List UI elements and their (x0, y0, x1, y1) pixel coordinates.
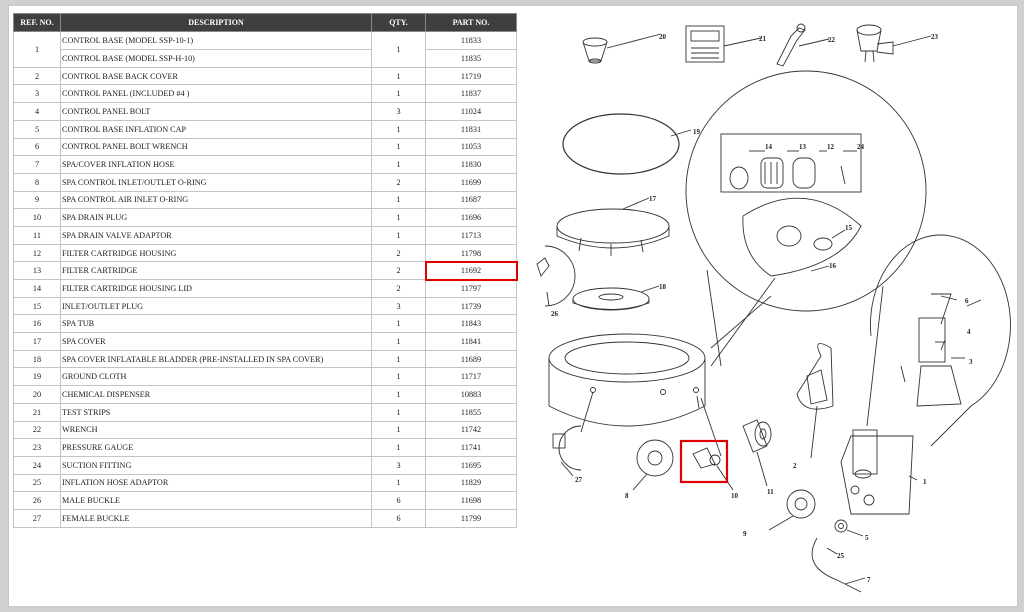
cell-ref: 8 (14, 173, 61, 191)
cell-description: SPA DRAIN PLUG (61, 209, 372, 227)
cell-qty: 2 (372, 280, 426, 298)
female-buckle-callout (553, 426, 581, 476)
cell-description: CONTROL BASE BACK COVER (61, 67, 372, 85)
cell-qty: 3 (372, 297, 426, 315)
cell-part-no: 11695 (426, 456, 517, 474)
document-page (8, 5, 1018, 607)
label-23: 23 (931, 33, 938, 41)
spa-cover-illustration (557, 198, 669, 256)
cell-qty: 1 (372, 156, 426, 174)
table-row (14, 209, 517, 227)
table-row (14, 350, 517, 368)
cell-qty: 1 (372, 226, 426, 244)
label-27: 27 (575, 476, 582, 484)
spa-tub-illustration (549, 334, 721, 456)
cell-ref: 18 (14, 350, 61, 368)
cell-ref: 16 (14, 315, 61, 333)
cell-description: SPA CONTROL AIR INLET O-RING (61, 191, 372, 209)
cell-qty: 2 (372, 173, 426, 191)
cell-ref: 21 (14, 403, 61, 421)
cover-bladder-illustration (573, 286, 659, 310)
cell-qty: 1 (372, 32, 426, 68)
cell-description: MALE BUCKLE (61, 492, 372, 510)
cell-description: FILTER CARTRIDGE HOUSING LID (61, 280, 372, 298)
table-row (14, 386, 517, 404)
label-14: 14 (765, 143, 772, 151)
test-strips-illustration (686, 26, 761, 62)
cell-description: CHEMICAL DISPENSER (61, 386, 372, 404)
cell-ref: 25 (14, 474, 61, 492)
cell-qty: 1 (372, 403, 426, 421)
table-row (14, 456, 517, 474)
cell-ref: 1 (14, 32, 61, 68)
air-inlet-o-ring-illustration (769, 490, 815, 530)
cell-ref: 10 (14, 209, 61, 227)
label-1: 1 (923, 478, 927, 486)
drain-valve-adaptor-illustration (743, 420, 771, 486)
cell-ref: 7 (14, 156, 61, 174)
label-17: 17 (649, 195, 656, 203)
table-row (14, 474, 517, 492)
cell-description: FEMALE BUCKLE (61, 509, 372, 527)
cell-part-no: 11833 (426, 32, 517, 50)
label-25: 25 (837, 552, 844, 560)
cell-description: CONTROL PANEL BOLT (61, 103, 372, 121)
cell-qty: 1 (372, 209, 426, 227)
table-row (14, 297, 517, 315)
cell-description: SPA COVER (61, 333, 372, 351)
label-24: 24 (857, 143, 864, 151)
header-description: DESCRIPTION (61, 14, 372, 32)
cell-ref: 22 (14, 421, 61, 439)
cell-qty: 1 (372, 67, 426, 85)
cell-part-no: 11835 (426, 49, 517, 67)
label-20: 20 (659, 33, 666, 41)
table-row (14, 262, 517, 280)
cell-part-no: 11696 (426, 209, 517, 227)
table-row (14, 226, 517, 244)
cell-part-no: 11698 (426, 492, 517, 510)
label-13: 13 (799, 143, 806, 151)
inlet-outlet-o-ring-illustration (633, 440, 673, 490)
label-15: 15 (845, 224, 852, 232)
label-5: 5 (865, 534, 869, 542)
label-12: 12 (827, 143, 834, 151)
cell-part-no: 11837 (426, 85, 517, 103)
cell-description: CONTROL PANEL (INCLUDED #4 ) (61, 85, 372, 103)
cell-ref: 12 (14, 244, 61, 262)
parts-table-header (14, 14, 517, 32)
cell-description: SPA/COVER INFLATION HOSE (61, 156, 372, 174)
cell-ref: 13 (14, 262, 61, 280)
label-21: 21 (759, 35, 766, 43)
cell-description: GROUND CLOTH (61, 368, 372, 386)
table-row (14, 403, 517, 421)
label-22: 22 (828, 36, 835, 44)
cell-qty: 3 (372, 456, 426, 474)
cell-description: TEST STRIPS (61, 403, 372, 421)
cell-ref: 6 (14, 138, 61, 156)
cell-part-no: 11841 (426, 333, 517, 351)
cell-ref: 4 (14, 103, 61, 121)
table-row (14, 49, 517, 67)
cell-part-no: 11799 (426, 509, 517, 527)
cell-ref: 27 (14, 509, 61, 527)
cell-part-no-highlighted: 11692 (426, 262, 517, 280)
cell-part-no: 11829 (426, 474, 517, 492)
cell-part-no: 11024 (426, 103, 517, 121)
table-row (14, 244, 517, 262)
table-row (14, 138, 517, 156)
table-row (14, 120, 517, 138)
cell-part-no: 11831 (426, 120, 517, 138)
label-3: 3 (969, 358, 973, 366)
cell-description: SPA DRAIN VALVE ADAPTOR (61, 226, 372, 244)
control-base-illustration (841, 430, 917, 514)
cell-part-no: 11713 (426, 226, 517, 244)
cell-description: CONTROL BASE (MODEL SSP-10-1) (61, 32, 372, 50)
cell-ref: 14 (14, 280, 61, 298)
label-8: 8 (625, 492, 629, 500)
cell-qty: 1 (372, 386, 426, 404)
chemical-dispenser-illustration (583, 34, 661, 63)
table-row (14, 191, 517, 209)
label-9: 9 (743, 530, 747, 538)
cell-part-no: 11741 (426, 439, 517, 457)
label-19: 19 (693, 128, 700, 136)
table-row (14, 333, 517, 351)
cell-ref: 26 (14, 492, 61, 510)
cell-ref: 20 (14, 386, 61, 404)
cell-part-no: 11053 (426, 138, 517, 156)
header-qty: QTY. (372, 14, 426, 32)
cell-part-no: 11798 (426, 244, 517, 262)
cell-part-no: 11855 (426, 403, 517, 421)
table-row (14, 439, 517, 457)
cell-part-no: 10883 (426, 386, 517, 404)
cell-ref: 11 (14, 226, 61, 244)
cell-part-no: 11689 (426, 350, 517, 368)
cell-part-no: 11830 (426, 156, 517, 174)
cell-qty: 1 (372, 439, 426, 457)
cell-description: FILTER CARTRIDGE (61, 262, 372, 280)
label-2: 2 (793, 462, 797, 470)
cell-description: INLET/OUTLET PLUG (61, 297, 372, 315)
cell-part-no: 11843 (426, 315, 517, 333)
cell-qty: 2 (372, 262, 426, 280)
cell-part-no: 11699 (426, 173, 517, 191)
header-part-no: PART NO. (426, 14, 517, 32)
cell-qty: 1 (372, 85, 426, 103)
table-row (14, 173, 517, 191)
male-buckle-callout (537, 246, 575, 306)
wrench-illustration (777, 24, 829, 66)
cell-description: CONTROL PANEL BOLT WRENCH (61, 138, 372, 156)
cell-description: SPA COVER INFLATABLE BLADDER (PRE-INSTALLED IN SPA COVER) (61, 350, 372, 368)
cell-description: SPA CONTROL INLET/OUTLET O-RING (61, 173, 372, 191)
cell-description: CONTROL BASE (MODEL SSP-H-10) (61, 49, 372, 67)
cell-ref: 9 (14, 191, 61, 209)
leader-lines (707, 270, 883, 426)
cell-qty: 1 (372, 120, 426, 138)
cell-qty: 1 (372, 138, 426, 156)
cell-part-no: 11739 (426, 297, 517, 315)
cell-ref: 15 (14, 297, 61, 315)
cell-ref: 19 (14, 368, 61, 386)
cell-description: SPA TUB (61, 315, 372, 333)
label-11: 11 (767, 488, 774, 496)
table-row (14, 421, 517, 439)
table-row (14, 67, 517, 85)
label-4: 4 (967, 328, 971, 336)
label-16: 16 (829, 262, 836, 270)
table-row (14, 315, 517, 333)
label-26-left: 26 (551, 310, 558, 318)
back-cover-callout (797, 344, 833, 459)
cell-description: PRESSURE GAUGE (61, 439, 372, 457)
control-panel-callout (870, 235, 1010, 446)
cell-description: INFLATION HOSE ADAPTOR (61, 474, 372, 492)
label-10: 10 (731, 492, 738, 500)
cell-qty: 1 (372, 191, 426, 209)
cell-part-no: 11717 (426, 368, 517, 386)
table-row (14, 156, 517, 174)
cell-qty: 1 (372, 368, 426, 386)
table-row (14, 32, 517, 50)
cell-description: SUCTION FITTING (61, 456, 372, 474)
label-6: 6 (965, 297, 969, 305)
cell-ref: 17 (14, 333, 61, 351)
cell-qty: 1 (372, 474, 426, 492)
cell-ref: 24 (14, 456, 61, 474)
ground-cloth-illustration (563, 114, 691, 174)
table-row (14, 492, 517, 510)
cell-part-no: 11742 (426, 421, 517, 439)
cell-ref: 23 (14, 439, 61, 457)
pressure-gauge-illustration (857, 25, 931, 62)
cell-qty: 6 (372, 509, 426, 527)
table-row (14, 85, 517, 103)
exploded-parts-diagram (521, 6, 1017, 604)
cell-qty: 2 (372, 244, 426, 262)
cell-ref: 5 (14, 120, 61, 138)
parts-table (13, 13, 517, 528)
table-row (14, 368, 517, 386)
cell-part-no: 11687 (426, 191, 517, 209)
cell-ref: 2 (14, 67, 61, 85)
label-7: 7 (867, 576, 871, 584)
cell-qty: 6 (372, 492, 426, 510)
cell-part-no: 11719 (426, 67, 517, 85)
cell-ref: 3 (14, 85, 61, 103)
label-18: 18 (659, 283, 666, 291)
cell-qty: 1 (372, 315, 426, 333)
cell-qty: 1 (372, 421, 426, 439)
cell-qty: 1 (372, 333, 426, 351)
filter-inset-circle (686, 71, 926, 366)
table-row (14, 280, 517, 298)
cell-description: CONTROL BASE INFLATION CAP (61, 120, 372, 138)
cell-qty: 1 (372, 350, 426, 368)
cell-part-no: 11797 (426, 280, 517, 298)
header-ref: REF. NO. (14, 14, 61, 32)
table-row (14, 509, 517, 527)
cell-description: FILTER CARTRIDGE HOUSING (61, 244, 372, 262)
cell-qty: 3 (372, 103, 426, 121)
drain-plug-illustration (681, 441, 733, 490)
table-row (14, 103, 517, 121)
cell-description: WRENCH (61, 421, 372, 439)
